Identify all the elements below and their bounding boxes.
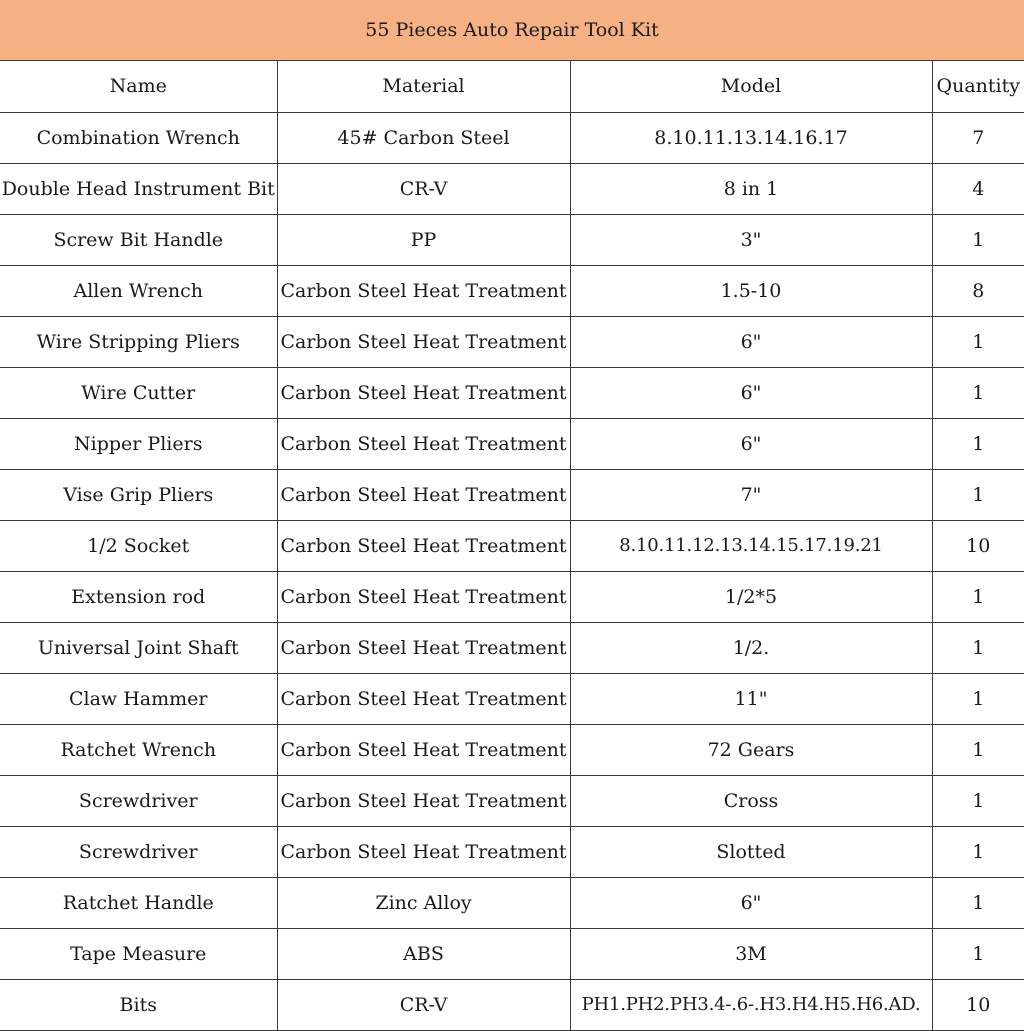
cell-material: Carbon Steel Heat Treatment — [277, 418, 570, 469]
table-row — [0, 112, 1024, 163]
cell-quantity: 1 — [932, 316, 1024, 367]
cell-material: Carbon Steel Heat Treatment — [277, 469, 570, 520]
cell-quantity: 8 — [932, 265, 1024, 316]
cell-model: 7" — [570, 469, 932, 520]
table-row — [0, 826, 1024, 877]
table-row — [0, 214, 1024, 265]
cell-material: Carbon Steel Heat Treatment — [277, 775, 570, 826]
cell-material: PP — [277, 214, 570, 265]
cell-material: Carbon Steel Heat Treatment — [277, 367, 570, 418]
table-row — [0, 265, 1024, 316]
cell-name: Claw Hammer — [0, 673, 277, 724]
header-row — [0, 61, 1024, 112]
cell-material: Carbon Steel Heat Treatment — [277, 265, 570, 316]
cell-quantity: 1 — [932, 673, 1024, 724]
cell-quantity: 1 — [932, 877, 1024, 928]
cell-material: Carbon Steel Heat Treatment — [277, 571, 570, 622]
cell-name: Screw Bit Handle — [0, 214, 277, 265]
table-row — [0, 367, 1024, 418]
cell-name: Extension rod — [0, 571, 277, 622]
cell-quantity: 1 — [932, 367, 1024, 418]
cell-model: 11" — [570, 673, 932, 724]
cell-name: Tape Measure — [0, 928, 277, 979]
table-body — [0, 112, 1024, 1030]
cell-model: 6" — [570, 877, 932, 928]
table-row — [0, 673, 1024, 724]
cell-model: 6" — [570, 367, 932, 418]
table-title: 55 Pieces Auto Repair Tool Kit — [365, 19, 659, 41]
cell-name: 1/2 Socket — [0, 520, 277, 571]
cell-model: 72 Gears — [570, 724, 932, 775]
cell-name: Universal Joint Shaft — [0, 622, 277, 673]
cell-quantity: 1 — [932, 775, 1024, 826]
cell-model: 8 in 1 — [570, 163, 932, 214]
table-row — [0, 775, 1024, 826]
cell-name: Allen Wrench — [0, 265, 277, 316]
cell-quantity: 1 — [932, 469, 1024, 520]
cell-model: PH1.PH2.PH3.4-.6-.H3.H4.H5.H6.AD. — [570, 979, 932, 1030]
cell-quantity: 1 — [932, 418, 1024, 469]
tool-kit-table — [0, 61, 1024, 1031]
cell-model: 8.10.11.12.13.14.15.17.19.21 — [570, 520, 932, 571]
cell-quantity: 1 — [932, 724, 1024, 775]
cell-material: Carbon Steel Heat Treatment — [277, 622, 570, 673]
cell-material: Carbon Steel Heat Treatment — [277, 826, 570, 877]
cell-name: Screwdriver — [0, 775, 277, 826]
table-header — [0, 61, 1024, 112]
cell-name: Vise Grip Pliers — [0, 469, 277, 520]
column-header-material: Material — [277, 61, 570, 112]
table-row — [0, 520, 1024, 571]
table-row — [0, 622, 1024, 673]
table-title-bar — [0, 0, 1024, 61]
cell-material: CR-V — [277, 979, 570, 1030]
cell-model: 1/2*5 — [570, 571, 932, 622]
cell-quantity: 10 — [932, 979, 1024, 1030]
cell-name: Ratchet Wrench — [0, 724, 277, 775]
table-row — [0, 877, 1024, 928]
cell-model: 6" — [570, 418, 932, 469]
cell-name: Screwdriver — [0, 826, 277, 877]
cell-name: Wire Stripping Pliers — [0, 316, 277, 367]
cell-quantity: 1 — [932, 622, 1024, 673]
cell-material: ABS — [277, 928, 570, 979]
cell-material: 45# Carbon Steel — [277, 112, 570, 163]
cell-quantity: 10 — [932, 520, 1024, 571]
cell-model: 6" — [570, 316, 932, 367]
cell-material: Carbon Steel Heat Treatment — [277, 520, 570, 571]
cell-model: Slotted — [570, 826, 932, 877]
cell-name: Combination Wrench — [0, 112, 277, 163]
column-header-name: Name — [0, 61, 277, 112]
cell-model: 1/2. — [570, 622, 932, 673]
cell-name: Double Head Instrument Bit — [0, 163, 277, 214]
column-header-quantity: Quantity — [932, 61, 1024, 112]
cell-quantity: 1 — [932, 571, 1024, 622]
cell-name: Nipper Pliers — [0, 418, 277, 469]
table-row — [0, 928, 1024, 979]
column-header-model: Model — [570, 61, 932, 112]
cell-quantity: 7 — [932, 112, 1024, 163]
cell-model: Cross — [570, 775, 932, 826]
cell-quantity: 1 — [932, 826, 1024, 877]
table-row — [0, 979, 1024, 1030]
table-row — [0, 418, 1024, 469]
table-row — [0, 469, 1024, 520]
cell-quantity: 4 — [932, 163, 1024, 214]
cell-name: Ratchet Handle — [0, 877, 277, 928]
table-row — [0, 724, 1024, 775]
cell-material: Zinc Alloy — [277, 877, 570, 928]
cell-model: 1.5-10 — [570, 265, 932, 316]
table-row — [0, 163, 1024, 214]
cell-material: Carbon Steel Heat Treatment — [277, 316, 570, 367]
cell-model: 8.10.11.13.14.16.17 — [570, 112, 932, 163]
cell-quantity: 1 — [932, 928, 1024, 979]
cell-model: 3" — [570, 214, 932, 265]
cell-model: 3M — [570, 928, 932, 979]
cell-name: Bits — [0, 979, 277, 1030]
table-row — [0, 571, 1024, 622]
cell-material: CR-V — [277, 163, 570, 214]
cell-material: Carbon Steel Heat Treatment — [277, 724, 570, 775]
table-row — [0, 316, 1024, 367]
cell-material: Carbon Steel Heat Treatment — [277, 673, 570, 724]
cell-quantity: 1 — [932, 214, 1024, 265]
cell-name: Wire Cutter — [0, 367, 277, 418]
